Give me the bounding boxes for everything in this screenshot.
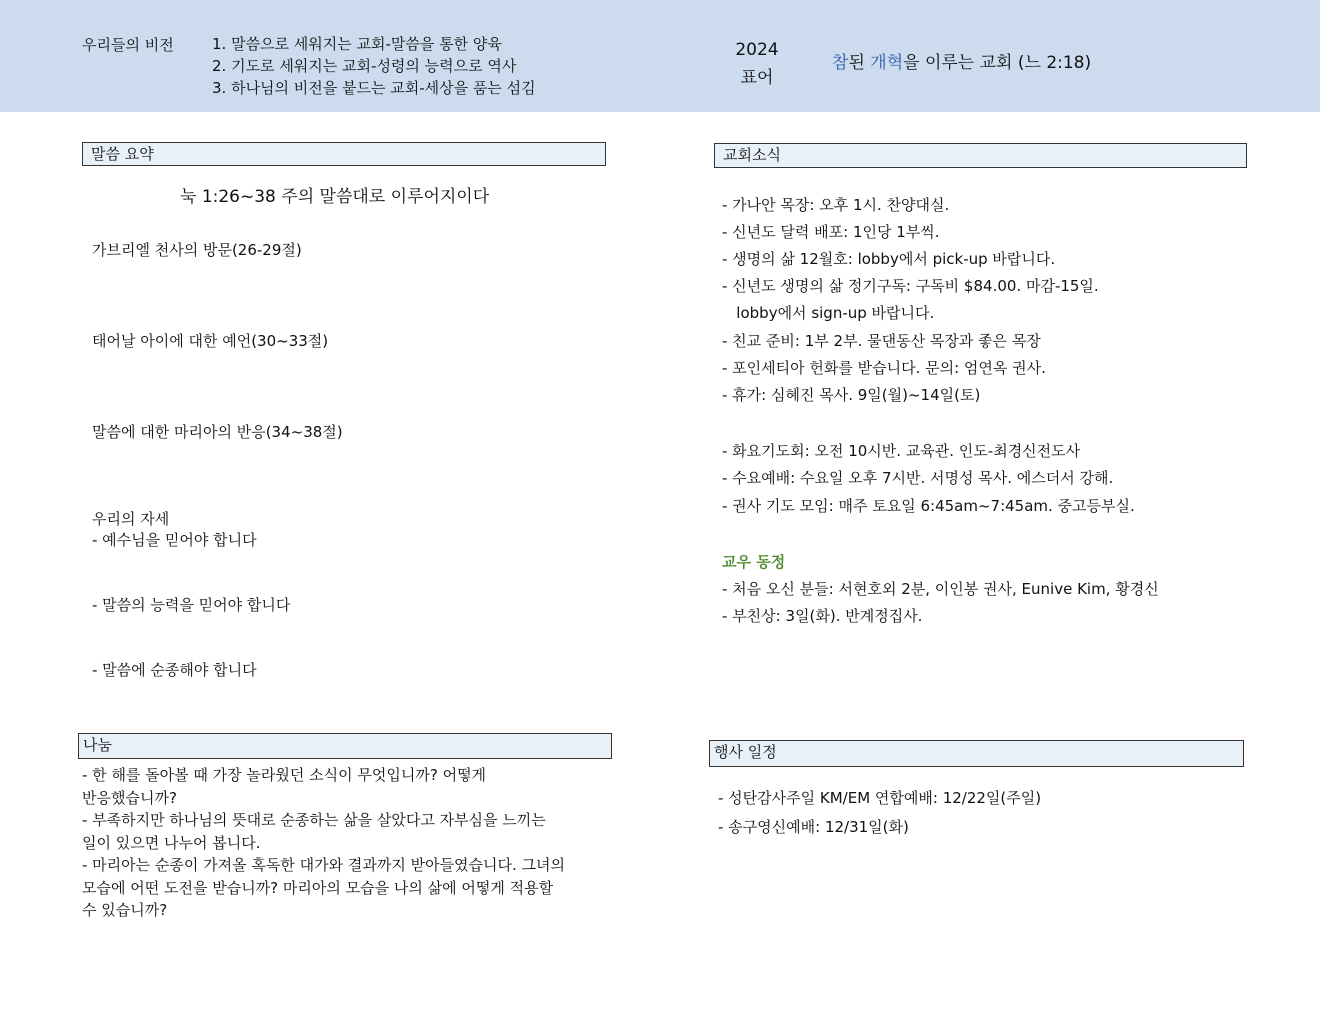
share-line-3: - 부족하지만 하나님의 뜻대로 순종하는 삶을 살았다고 자부심을 느끼는: [82, 811, 546, 829]
share-line-2: 반응했습니까?: [82, 788, 177, 807]
events-label: 행사 일정: [714, 743, 777, 761]
news-item-3: - 생명의 삶 12월호: lobby에서 pick-up 바랍니다.: [722, 250, 1056, 268]
news-item-1: - 가나안 목장: 오후 1시. 찬양대실.: [722, 196, 950, 214]
share-label: 나눔: [83, 736, 112, 754]
sermon-title: 눅 1:26~38 주의 말씀대로 이루어지이다: [180, 187, 490, 207]
motto-part3: 개혁: [870, 53, 904, 73]
posture-title: 우리의 자세: [92, 510, 170, 528]
news-item-6: - 친교 준비: 1부 2부. 물댄동산 목장과 좋은 목장: [722, 332, 1041, 350]
posture-item-2: - 말씀의 능력을 믿어야 합니다: [92, 596, 291, 614]
motto-part4: 을 이루는 교회 (느 2:18): [903, 53, 1092, 73]
motto-part2: 된: [848, 53, 871, 73]
event-item-2: - 송구영신예배: 12/31일(화): [718, 818, 909, 836]
share-line-7: 수 있습니까?: [82, 901, 168, 919]
news-item-2: - 신년도 달력 배포: 1인당 1부씩.: [722, 223, 940, 241]
vision-title: 우리들의 비전: [82, 36, 174, 54]
sermon-section-1: 가브리엘 천사의 방문(26-29절): [92, 241, 302, 259]
posture-item-3: - 말씀에 순종해야 합니다: [92, 661, 257, 679]
members-title: 교우 동정: [722, 553, 786, 571]
news-label-box: [714, 143, 1247, 168]
share-line-4: 일이 있으면 나누어 봅니다.: [82, 833, 261, 852]
year: 2024: [735, 40, 779, 60]
news-item-11: - 권사 기도 모임: 매주 토요일 6:45am~7:45am. 중고등부실.: [722, 497, 1135, 515]
news-item-4: - 신년도 생명의 삶 정기구독: 구독비 $84.00. 마감-15일.: [722, 277, 1099, 295]
year-block: [731, 36, 783, 92]
sermon-label: 말씀 요약: [91, 145, 154, 163]
members-item-1: - 처음 오신 분들: 서현호외 2분, 이인봉 권사, Eunive Kim, 황경신: [722, 580, 1159, 598]
news-item-10: - 수요예배: 수요일 오후 7시반. 서명성 목사. 에스더서 강해.: [722, 469, 1114, 487]
vision-item-1: 1. 말씀으로 세워지는 교회-말씀을 통한 양육: [212, 35, 502, 53]
posture-item-1: - 예수님을 믿어야 합니다: [92, 531, 257, 549]
share-text: [82, 764, 612, 922]
vision-item-3: 3. 하나님의 비전을 붙드는 교회-세상을 품는 섬김: [212, 79, 536, 97]
vision-item-2: 2. 기도로 세워지는 교회-성령의 능력으로 역사: [212, 57, 517, 75]
motto-part1: 참: [832, 53, 849, 73]
vision-list: [212, 33, 536, 99]
sermon-section-2: 태어날 아이에 대한 예언(30~33절): [92, 332, 329, 350]
share-label-box: [78, 733, 612, 759]
news-item-7: - 포인세티아 헌화를 받습니다. 문의: 엄연옥 권사.: [722, 359, 1046, 377]
event-item-1: - 성탄감사주일 KM/EM 연합예배: 12/22일(주일): [718, 789, 1042, 807]
events-label-box: [709, 740, 1244, 767]
sermon-label-box: [82, 142, 606, 166]
news-item-5: lobby에서 sign-up 바랍니다.: [722, 304, 935, 322]
year-label: 표어: [740, 68, 774, 88]
sermon-section-3: 말씀에 대한 마리아의 반응(34~38절): [92, 423, 343, 441]
news-item-8: - 휴가: 심혜진 목사. 9일(월)~14일(토): [722, 386, 981, 404]
news-item-9: - 화요기도회: 오전 10시반. 교육관. 인도-최경신전도사: [722, 442, 1081, 460]
share-line-1: - 한 해를 돌아볼 때 가장 놀라웠던 소식이 무엇입니까? 어떻게: [82, 766, 487, 784]
members-item-2: - 부친상: 3일(화). 반계정집사.: [722, 607, 923, 625]
share-line-6: 모습에 어떤 도전을 받습니까? 마리아의 모습을 나의 삶에 어떻게 적용할: [82, 878, 554, 897]
share-line-5: - 마리아는 순종이 가져올 혹독한 대가와 결과까지 받아들였습니다. 그녀의: [82, 856, 566, 874]
header-banner: [0, 0, 1320, 112]
motto: [832, 48, 1091, 73]
news-label: 교회소식: [723, 146, 781, 164]
